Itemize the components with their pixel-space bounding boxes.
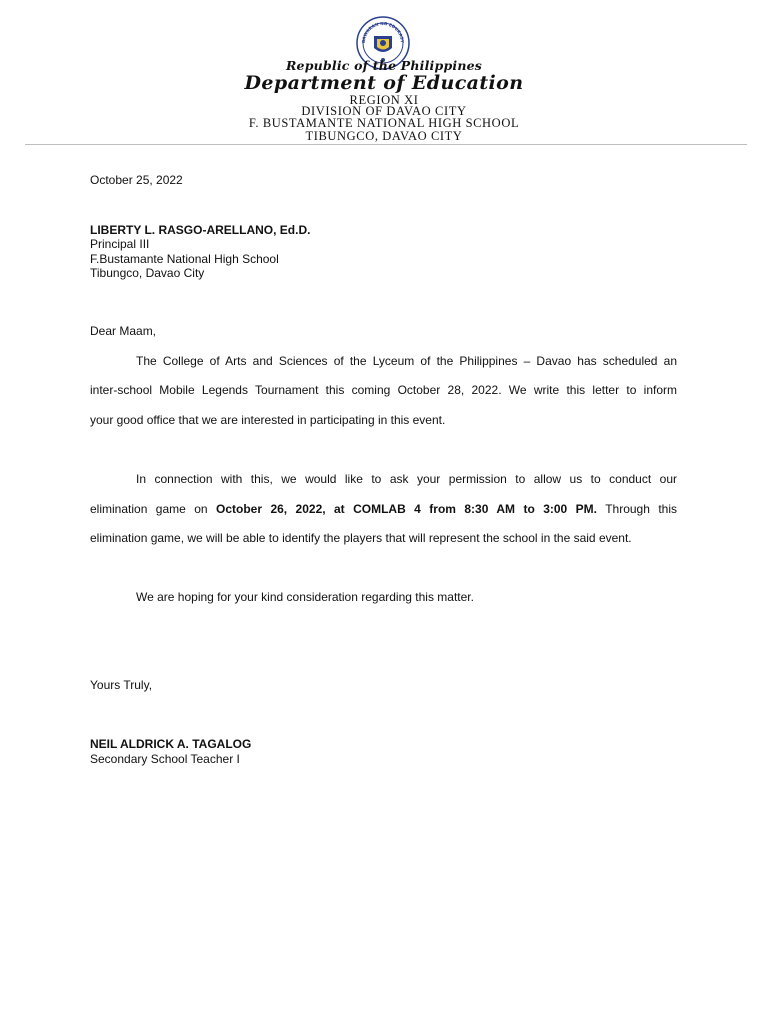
paragraph-1-line-3: your good office that we are interested in participating in this event. bbox=[90, 413, 446, 427]
paragraph-1-line-2: inter-school Mobile Legends Tournament this coming October 28, 2022. We write this letter to inform bbox=[90, 383, 677, 397]
paragraph-2-line-3: elimination game, we will be able to identify the players that will represent the school in the said event. bbox=[90, 531, 632, 545]
recipient-address: Tibungco, Davao City bbox=[90, 266, 205, 280]
salutation: Dear Maam, bbox=[90, 324, 157, 338]
paragraph-2-line-2 bbox=[90, 502, 677, 517]
department-heading: Department of Education bbox=[244, 72, 524, 94]
recipient-name: LIBERTY L. RASGO-ARELLANO, Ed.D. bbox=[90, 223, 311, 237]
paragraph-2-line-1: In connection with this, we would like to ask your permission to allow us to conduct our bbox=[136, 472, 677, 486]
recipient-title: Principal III bbox=[90, 237, 150, 251]
paragraph-2-suffix: Through this bbox=[605, 502, 677, 516]
paragraph-2-schedule: October 26, 2022, at COMLAB 4 from 8:30 AM to 3:00 PM. bbox=[216, 502, 597, 516]
closing: Yours Truly, bbox=[90, 678, 153, 692]
region-heading: REGION XI bbox=[349, 93, 419, 107]
signatory-name: NEIL ALDRICK A. TAGALOG bbox=[90, 737, 252, 751]
paragraph-3: We are hoping for your kind consideration regarding this matter. bbox=[136, 590, 474, 604]
header-divider bbox=[25, 144, 747, 145]
signatory-title: Secondary School Teacher I bbox=[90, 752, 240, 766]
city-heading: TIBUNGCO, DAVAO CITY bbox=[305, 129, 463, 143]
paragraph-1-line-1: The College of Arts and Sciences of the Lyceum of the Philippines – Davao has scheduled an bbox=[136, 354, 677, 368]
seal-text: GAWARAN NG EDUKASY bbox=[360, 20, 406, 44]
letter-date: October 25, 2022 bbox=[90, 173, 183, 187]
republic-heading: Republic of the Philippines bbox=[285, 58, 483, 73]
school-heading: F. BUSTAMANTE NATIONAL HIGH SCHOOL bbox=[248, 116, 520, 130]
division-heading: DIVISION OF DAVAO CITY bbox=[301, 104, 467, 118]
paragraph-2-prefix: elimination game on bbox=[90, 502, 208, 516]
recipient-school: F.Bustamante National High School bbox=[90, 252, 279, 266]
